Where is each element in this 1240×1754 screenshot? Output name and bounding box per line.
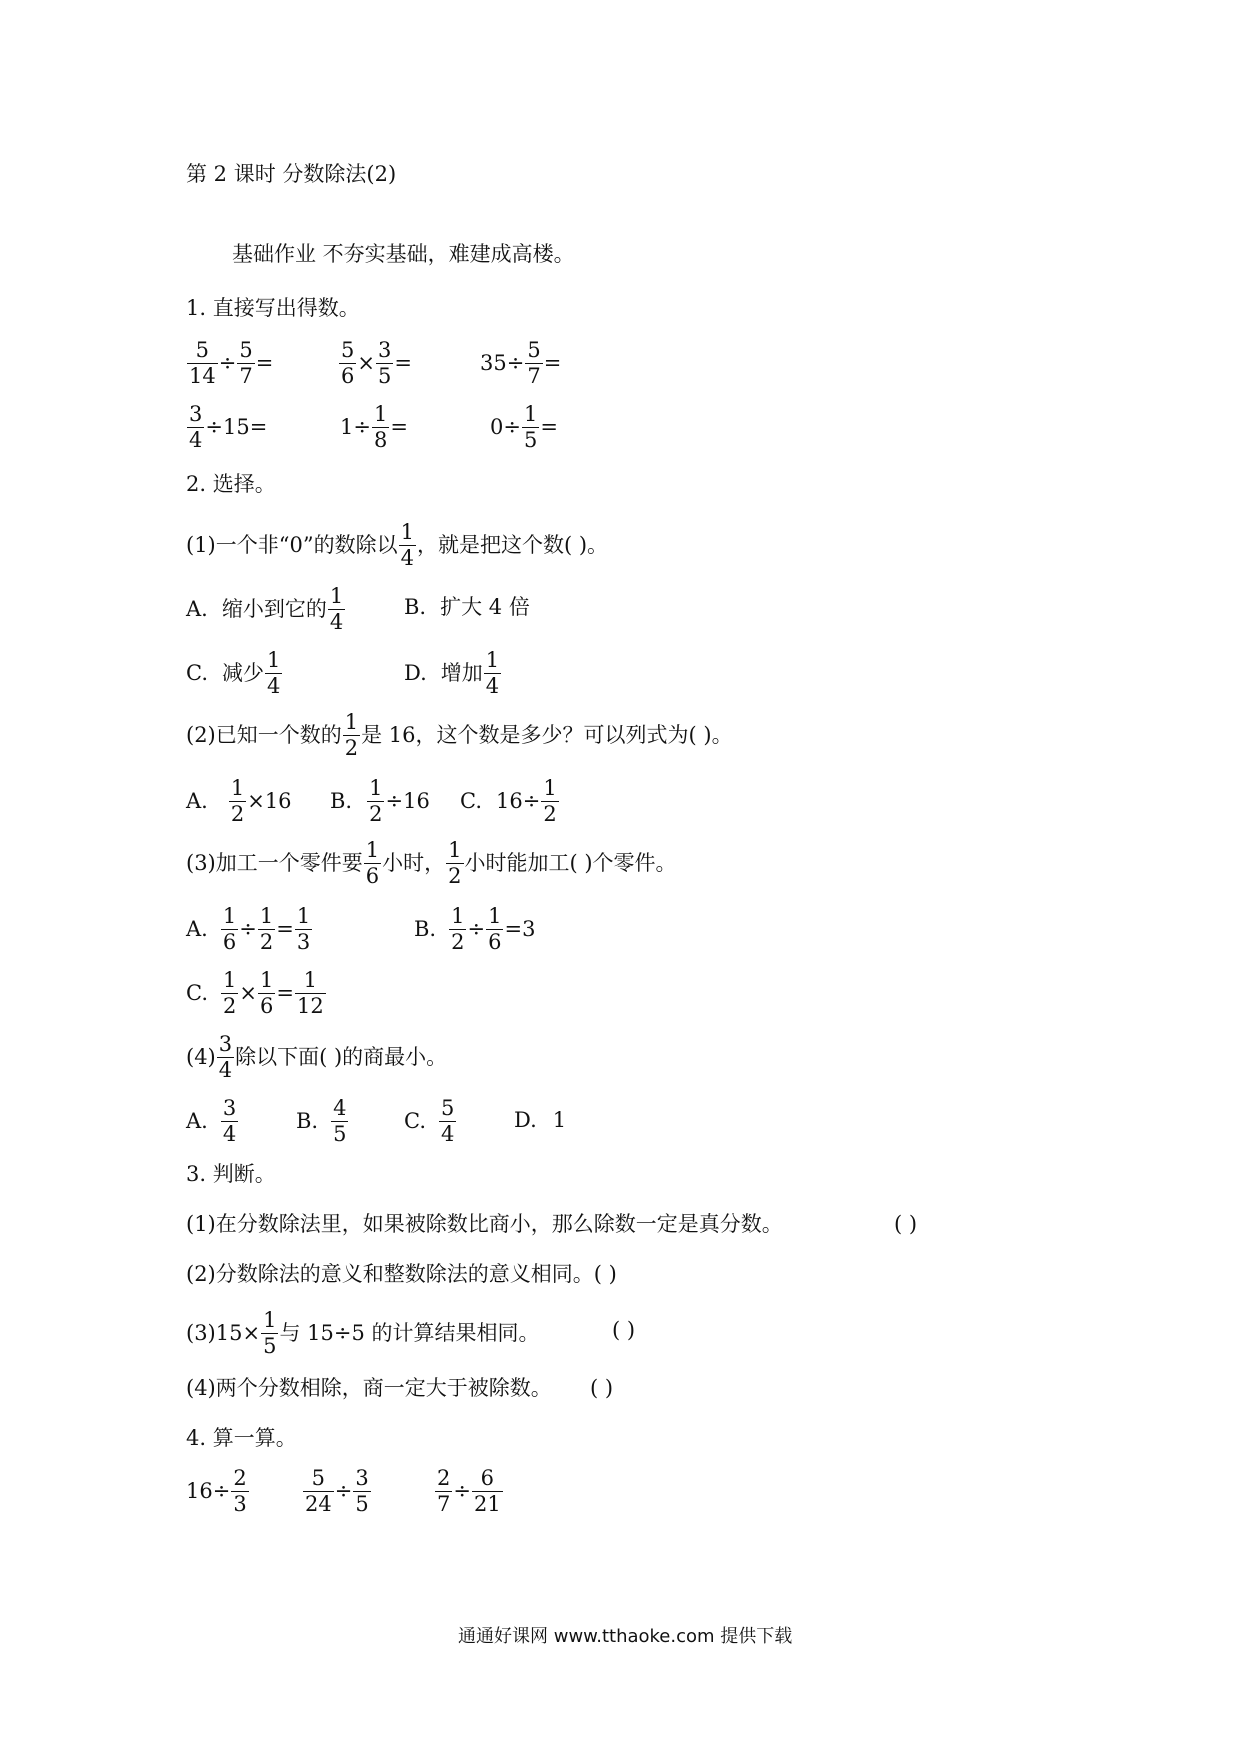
q3-s3-answer-blank[interactable]	[612, 1320, 635, 1341]
q2-p2-stem	[186, 712, 733, 759]
fraction	[295, 906, 312, 953]
q1-item-4	[186, 404, 267, 451]
operator: ÷	[334, 1479, 353, 1503]
q1-item-3	[480, 340, 561, 387]
option-text: 1	[552, 1108, 567, 1132]
fraction	[221, 906, 238, 953]
q2-p2-option-c[interactable]	[460, 778, 560, 825]
q3-s2	[186, 1264, 617, 1285]
tail-text: ÷15=	[205, 415, 268, 439]
denominator: 2	[223, 994, 237, 1018]
denominator: 4	[189, 428, 203, 452]
q4-heading	[186, 1428, 297, 1449]
stem-text: (2)已知一个数的	[186, 723, 342, 747]
fraction	[328, 586, 345, 633]
q3-heading-text: 3. 判断。	[186, 1162, 276, 1186]
option-label: B.	[404, 595, 427, 619]
q2-p3-option-b[interactable]	[414, 906, 535, 953]
option-label: D.	[514, 1108, 537, 1132]
denominator: 14	[189, 364, 216, 388]
numerator: 1	[259, 968, 274, 992]
denominator: 4	[218, 1058, 233, 1082]
stem-text: 是 16，这个数是多少？可以列式为( )。	[361, 723, 733, 747]
denominator: 2	[230, 802, 245, 826]
q2-p4-stem	[186, 1034, 447, 1081]
q2-p4-option-c[interactable]	[404, 1098, 457, 1145]
q2-p4-option-a[interactable]	[186, 1098, 239, 1145]
fraction	[229, 778, 246, 825]
numerator: 3	[189, 402, 203, 426]
stem-text: (3)加工一个零件要	[186, 851, 363, 875]
numerator: 1	[448, 838, 462, 862]
denominator: 24	[305, 1492, 332, 1516]
denominator: 5	[355, 1492, 369, 1516]
option-text: 减少	[222, 661, 264, 685]
fraction	[237, 340, 254, 387]
denominator: 4	[441, 1122, 455, 1146]
answer-blank-text: ( )	[590, 1376, 614, 1400]
q2-p4-option-d[interactable]	[514, 1110, 566, 1131]
answer-blank-text: ( )	[612, 1318, 636, 1342]
denominator: 8	[373, 428, 388, 452]
denominator: 6	[259, 994, 274, 1018]
numerator: 1	[373, 402, 388, 426]
equals: =	[543, 351, 562, 375]
q1-heading-text: 1. 直接写出得数。	[186, 296, 360, 320]
option-label: A.	[186, 1109, 208, 1133]
stem-text: 小时，	[382, 851, 446, 875]
option-label: D.	[404, 661, 427, 685]
denominator: 4	[485, 674, 500, 698]
denominator: 2	[369, 802, 383, 826]
q4-expr-2	[302, 1468, 372, 1515]
option-text: 扩大 4 倍	[440, 595, 530, 619]
denominator: 12	[296, 994, 324, 1018]
fraction	[364, 840, 381, 887]
denominator: 4	[400, 546, 414, 570]
option-text: 增加	[440, 661, 483, 685]
option-label: C.	[186, 661, 208, 685]
fraction	[303, 1468, 334, 1515]
fraction	[258, 906, 275, 953]
fraction	[522, 404, 539, 451]
option-label: C.	[460, 789, 482, 813]
denominator: 2	[448, 864, 462, 888]
fraction	[295, 970, 326, 1017]
fraction	[472, 1468, 503, 1515]
q2-p3-stem	[186, 840, 677, 887]
q3-s4	[186, 1378, 552, 1399]
q1-item-1	[186, 340, 273, 387]
fraction	[372, 404, 389, 451]
q2-p1-option-b[interactable]	[404, 597, 530, 618]
option-label: A.	[186, 789, 208, 813]
q2-heading	[186, 474, 276, 495]
equals: =	[394, 351, 412, 375]
operator: ÷	[453, 1479, 471, 1503]
denominator: 5	[377, 364, 392, 388]
fraction	[525, 340, 542, 387]
statement-text: 与 15÷5 的计算结果相同。	[279, 1321, 540, 1345]
numerator: 1	[485, 648, 500, 672]
numerator: 5	[311, 1466, 326, 1490]
fraction	[449, 906, 466, 953]
denominator: 6	[341, 364, 355, 388]
numerator: 1	[223, 968, 237, 992]
fraction	[439, 1098, 456, 1145]
footer	[458, 1628, 792, 1646]
fraction	[343, 712, 360, 759]
answer-blank-text: ( )	[894, 1212, 918, 1236]
numerator: 1	[303, 968, 318, 992]
numerator: 1	[543, 776, 557, 800]
numerator: 5	[441, 1096, 455, 1120]
q2-p1-stem	[186, 522, 608, 569]
stem-text: (4)	[186, 1045, 216, 1069]
q2-p3-option-a[interactable]	[186, 906, 313, 953]
denominator: 6	[365, 864, 380, 888]
q2-p1-option-c[interactable]	[186, 650, 283, 697]
equals: =	[276, 917, 294, 941]
fraction	[446, 840, 463, 887]
fraction	[187, 404, 204, 451]
fraction	[221, 970, 238, 1017]
numerator: 1	[230, 776, 245, 800]
q1-item-5	[340, 404, 408, 451]
lead-text: 1÷	[340, 415, 371, 439]
fraction	[367, 778, 384, 825]
numerator: 3	[222, 1096, 237, 1120]
option-label: A.	[186, 597, 208, 621]
option-label: A.	[186, 917, 208, 941]
q2-heading-text: 2. 选择。	[186, 472, 276, 496]
numerator: 1	[329, 584, 344, 608]
lead-text: 35÷	[480, 351, 525, 375]
fraction	[261, 1310, 278, 1357]
motto	[232, 244, 575, 265]
footer-text: 通通好课网 www.tthaoke.com 提供下载	[458, 1626, 793, 1647]
numerator: 1	[365, 838, 380, 862]
fraction	[331, 1098, 348, 1145]
numerator: 2	[233, 1466, 247, 1490]
numerator: 1	[344, 710, 359, 734]
denominator: 6	[488, 930, 502, 954]
q4-expr-1	[186, 1468, 250, 1515]
q2-p2-option-b[interactable]	[330, 778, 430, 825]
option-label: B.	[330, 789, 353, 813]
denominator: 6	[222, 930, 237, 954]
numerator: 1	[296, 904, 311, 928]
fraction	[265, 650, 282, 697]
stem-text: (1)一个非“0”的数除以	[186, 533, 398, 557]
operator: ÷	[467, 917, 486, 941]
q3-s1-answer-blank[interactable]	[894, 1214, 917, 1235]
fraction	[376, 340, 393, 387]
denominator: 2	[451, 930, 465, 954]
operator: ×	[239, 981, 257, 1005]
option-label: B.	[296, 1109, 319, 1133]
q2-p1-option-a[interactable]	[186, 586, 346, 633]
fraction	[217, 1034, 234, 1081]
q2-p1-option-d[interactable]	[404, 650, 502, 697]
operator: ×	[357, 351, 375, 375]
denominator: 3	[233, 1492, 247, 1516]
operator: ÷	[239, 917, 257, 941]
numerator: 4	[333, 1096, 347, 1120]
fraction	[399, 522, 416, 569]
q1-item-6	[490, 404, 558, 451]
fraction	[353, 1468, 370, 1515]
numerator: 1	[369, 776, 383, 800]
fraction	[435, 1468, 452, 1515]
statement-text: (3)15×	[186, 1321, 261, 1345]
numerator: 1	[488, 904, 502, 928]
numerator: 3	[355, 1466, 369, 1490]
numerator: 1	[451, 904, 465, 928]
fraction	[541, 778, 558, 825]
denominator: 7	[437, 1492, 451, 1516]
numerator: 1	[259, 904, 274, 928]
numerator: 5	[195, 338, 210, 362]
numerator: 5	[341, 338, 355, 362]
fraction	[221, 1098, 238, 1145]
fraction	[187, 340, 218, 387]
q3-s1	[186, 1214, 783, 1235]
numerator: 3	[377, 338, 392, 362]
lead-text: 0÷	[490, 415, 521, 439]
numerator: 5	[527, 338, 541, 362]
denominator: 5	[333, 1122, 347, 1146]
q2-p4-option-b[interactable]	[296, 1098, 349, 1145]
q1-heading	[186, 298, 360, 319]
equals: =	[276, 981, 294, 1005]
option-text: ÷16	[385, 789, 430, 813]
equals: =	[540, 415, 558, 439]
page-title-text: 第 2 课时 分数除法(2)	[186, 162, 397, 186]
q3-heading	[186, 1164, 276, 1185]
numerator: 1	[222, 904, 237, 928]
equals: =	[390, 415, 408, 439]
numerator: 5	[239, 338, 253, 362]
stem-text: 小时能加工( )个零件。	[464, 851, 677, 875]
numerator: 2	[437, 1466, 451, 1490]
q4-heading-text: 4. 算一算。	[186, 1426, 297, 1450]
q1-item-2	[338, 340, 412, 387]
q4-expr-3	[434, 1468, 504, 1515]
denominator: 21	[473, 1492, 501, 1516]
option-text: ×16	[247, 789, 292, 813]
statement-text: (4)两个分数相除，商一定大于被除数。	[186, 1376, 552, 1400]
denominator: 5	[263, 1334, 277, 1358]
statement-text: (1)在分数除法里，如果被除数比商小，那么除数一定是真分数。	[186, 1212, 783, 1236]
q3-s4-answer-blank[interactable]	[590, 1378, 613, 1399]
q3-s3	[186, 1310, 539, 1357]
equals: =	[255, 351, 274, 375]
denominator: 3	[296, 930, 311, 954]
denominator: 5	[523, 428, 538, 452]
page-title	[186, 164, 396, 185]
denominator: 4	[267, 674, 281, 698]
option-text: 缩小到它的	[221, 597, 327, 621]
numerator: 1	[400, 520, 414, 544]
denominator: 7	[527, 364, 541, 388]
statement-text: (2)分数除法的意义和整数除法的意义相同。( )	[186, 1262, 617, 1286]
fraction	[231, 1468, 248, 1515]
option-text: 16÷	[496, 789, 541, 813]
result-text: =3	[504, 917, 536, 941]
option-label: C.	[404, 1109, 426, 1133]
fraction	[484, 650, 501, 697]
q2-p3-option-c[interactable]	[186, 970, 327, 1017]
numerator: 1	[267, 648, 281, 672]
stem-text: ，就是把这个数( )。	[416, 533, 609, 557]
numerator: 3	[218, 1032, 233, 1056]
numerator: 1	[523, 402, 538, 426]
operator: ÷	[218, 351, 237, 375]
denominator: 2	[543, 802, 557, 826]
stem-text: 除以下面( )的商最小。	[235, 1045, 448, 1069]
fraction	[339, 340, 356, 387]
fraction	[258, 970, 275, 1017]
denominator: 4	[222, 1122, 237, 1146]
fraction	[486, 906, 503, 953]
numerator: 1	[263, 1308, 277, 1332]
numerator: 6	[480, 1466, 495, 1490]
option-label: C.	[186, 981, 208, 1005]
denominator: 4	[329, 610, 344, 634]
denominator: 7	[239, 364, 253, 388]
denominator: 2	[344, 736, 359, 760]
denominator: 2	[259, 930, 274, 954]
motto-text: 基础作业 不夯实基础，难建成高楼。	[232, 242, 575, 266]
option-label: B.	[414, 917, 437, 941]
lead-text: 16÷	[186, 1479, 231, 1503]
q2-p2-option-a[interactable]	[186, 778, 292, 825]
